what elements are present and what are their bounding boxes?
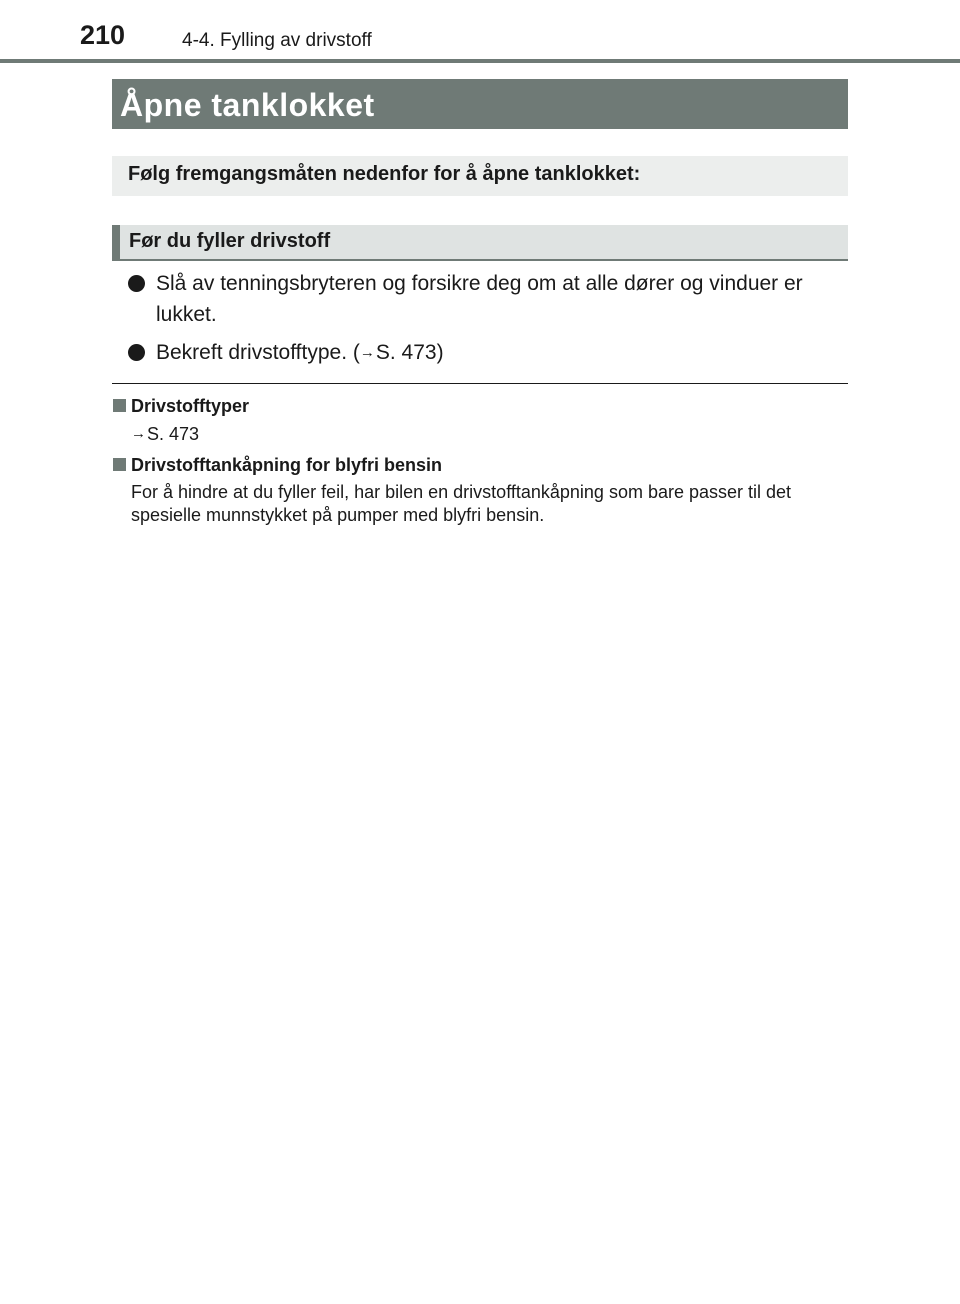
header-rule <box>0 59 960 63</box>
bullet-text-suffix: ) <box>436 341 444 364</box>
subheading: Før du fyller drivstoff <box>129 230 331 252</box>
note-heading <box>112 454 852 476</box>
bullet-icon <box>128 344 145 361</box>
note-tankapning <box>112 454 852 527</box>
page-reference-link[interactable]: S. 473 <box>147 424 200 444</box>
page-title: Åpne tanklokket <box>120 87 375 123</box>
page-number: 210 <box>80 20 126 50</box>
square-bullet-icon <box>113 458 126 471</box>
bullet-icon <box>128 275 145 292</box>
list-item <box>126 268 856 330</box>
note-heading <box>112 395 852 417</box>
list-item <box>126 337 856 368</box>
square-bullet-icon <box>113 399 126 412</box>
section-title: 4-4. Fylling av drivstoff <box>182 30 372 51</box>
page-header <box>0 0 960 64</box>
title-bar <box>112 79 848 129</box>
subheading-accent <box>112 225 120 259</box>
page-reference-link[interactable]: S. 473 <box>375 341 437 364</box>
note-body <box>112 422 852 446</box>
subheading-bar <box>112 225 848 261</box>
divider <box>112 383 848 384</box>
bullet-text: Slå av tenningsbryteren og forsikre deg om at alle dører og vinduer er lukket. <box>156 272 803 326</box>
arrow-right-icon: → <box>131 425 146 442</box>
note-title: Drivstofftyper <box>131 396 250 416</box>
note-body: For å hindre at du fyller feil, har bilen en drivstofftankåpning som bare passer til det spesielle munnstykket på pumper med blyfri bensin. <box>131 482 792 525</box>
bullet-text: Bekreft drivstofftype. ( <box>156 341 360 364</box>
intro-text: Følg fremgangsmåten nedenfor for å åpne tanklokket: <box>128 163 641 185</box>
note-title: Drivstofftankåpning for blyfri bensin <box>131 455 443 475</box>
intro-box <box>112 156 848 196</box>
bullet-list <box>126 268 856 375</box>
arrow-right-icon: → <box>359 344 375 361</box>
note-drivstofftyper <box>112 395 852 446</box>
